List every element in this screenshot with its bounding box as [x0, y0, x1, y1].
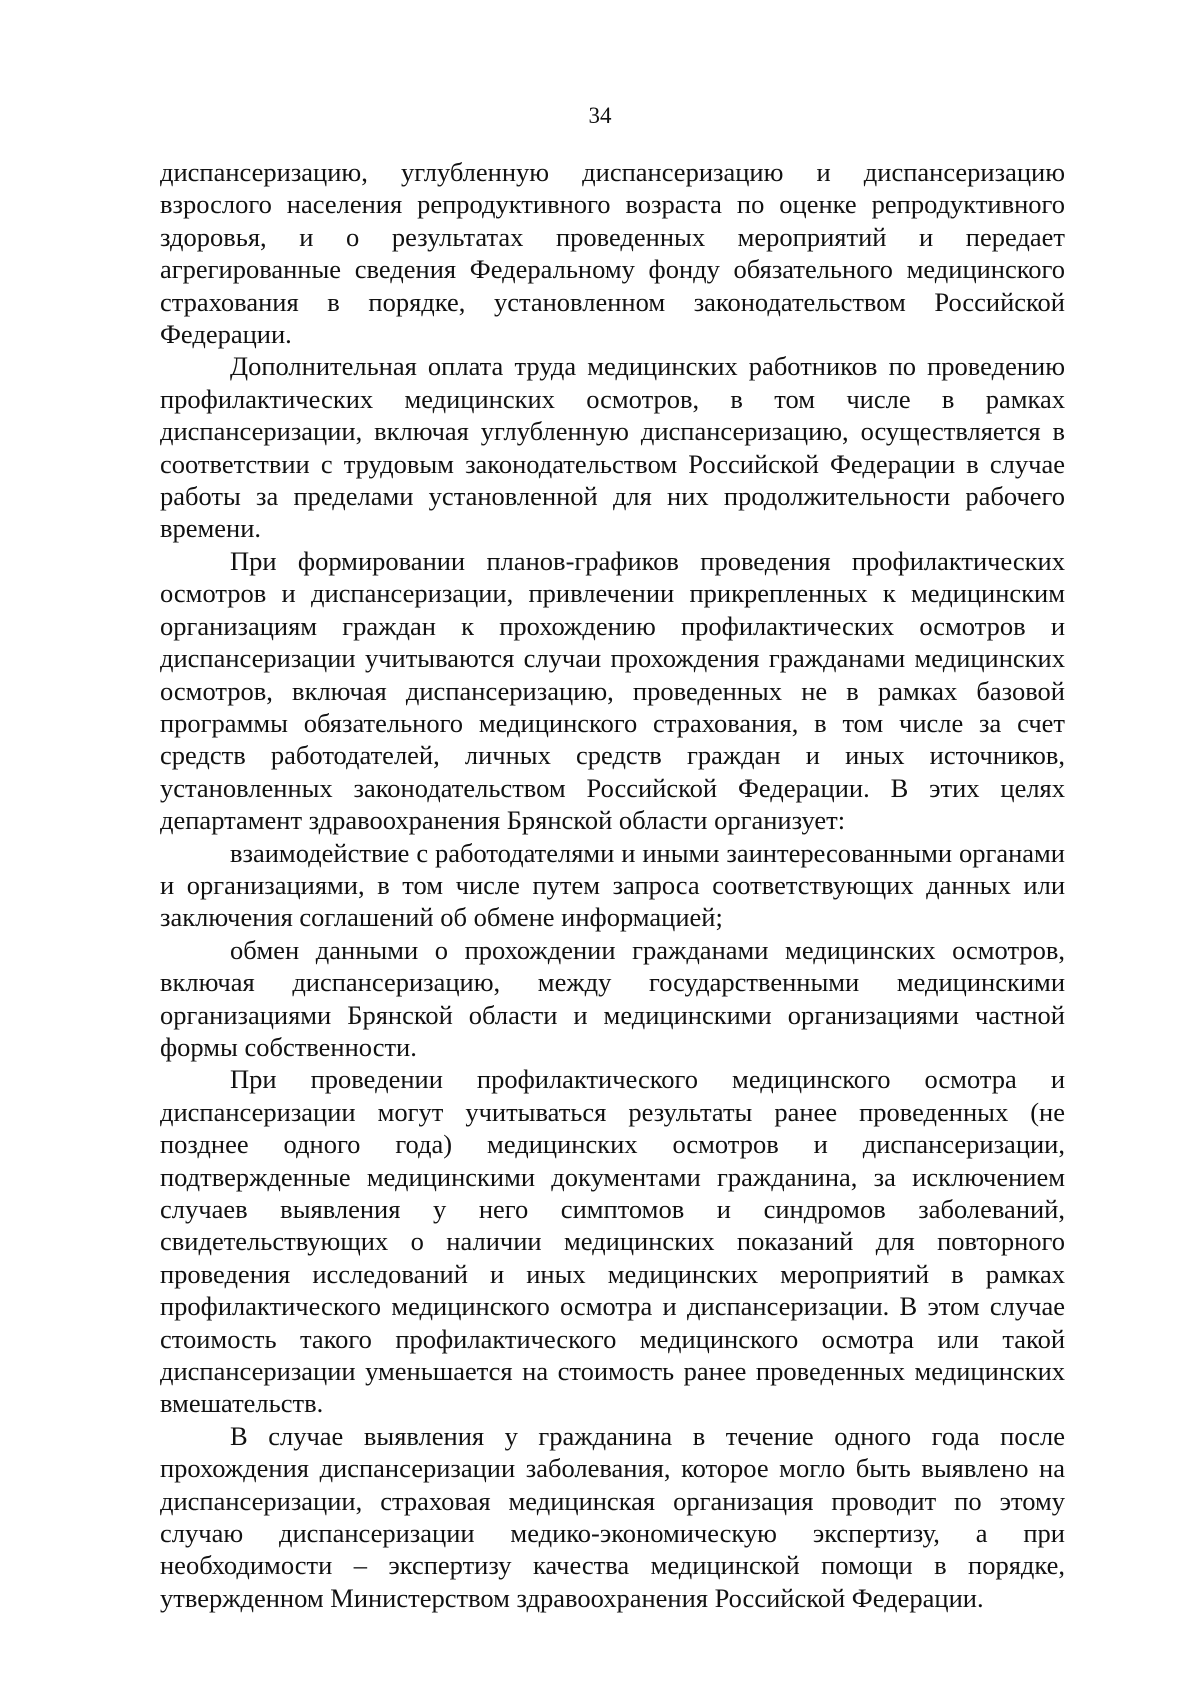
- page-number: 34: [588, 103, 612, 128]
- document-body: [160, 156, 1065, 1614]
- paragraph-list-item: обмен данными о прохождении гражданами медицинских осмотров, включая диспансеризацию, между государственными медицинскими организациями Брянской области и медицинскими организациями частной формы собственности.: [160, 934, 1065, 1062]
- paragraph: При проведении профилактического медицинского осмотра и диспансеризации могут учитываться результаты ранее проведенных (не позднее одного года) медицинских осмотров и диспансеризации, подтвержденные медицинскими документами гражданина, за исключением случаев выявления у него симптомов и синдромов заболеваний, свидетельствующих о наличии медицинских показаний для повторного проведения исследований и иных медицинских мероприятий в рамках профилактического медицинского осмотра и диспансеризации. В этом случае стоимость такого профилактического медицинского осмотра или такой диспансеризации уменьшается на стоимость ранее проведенных медицинских вмешательств.: [160, 1064, 1065, 1419]
- paragraph-continuation: диспансеризацию, углубленную диспансеризацию и диспансеризацию взрослого населения репродуктивного возраста по оценке репродуктивного здоровья, и о результатах проведенных мероприятий и передает агрегированные сведения Федеральному фонду обязательного медицинского страхования в порядке, установленном законодательством Российской Федерации.: [160, 157, 1065, 350]
- paragraph: При формировании планов-графиков проведения профилактических осмотров и диспансеризации, привлечении прикрепленных к медицинским организациям граждан к прохождению профилактических осмотров и диспансеризации учитываются случаи прохождения гражданами медицинских осмотров, включая диспансеризацию, проведенных не в рамках базовой программы обязательного медицинского страхования, в том числе за счет средств работодателей, личных средств граждан и иных источников, установленных законодательством Российской Федерации. В этих целях департамент здравоохранения Брянской области организует:: [160, 545, 1065, 836]
- paragraph: В случае выявления у гражданина в течение одного года после прохождения диспансеризации заболевания, которое могло быть выявлено на диспансеризации, страховая медицинская организация проводит по этому случаю диспансеризации медико-экономическую экспертизу, а при необходимости – экспертизу качества медицинской помощи в порядке, утвержденном Министерством здравоохранения Российской Федерации.: [160, 1420, 1065, 1613]
- paragraph: Дополнительная оплата труда медицинских работников по проведению профилактических медицинских осмотров, в том числе в рамках диспансеризации, включая углубленную диспансеризацию, осуществляется в соответствии с трудовым законодательством Российской Федерации в случае работы за пределами установленной для них продолжительности рабочего времени.: [160, 351, 1065, 544]
- paragraph-list-item: взаимодействие с работодателями и иными заинтересованными органами и организациями, в том числе путем запроса соответствующих данных или заключения соглашений об обмене информацией;: [160, 837, 1065, 933]
